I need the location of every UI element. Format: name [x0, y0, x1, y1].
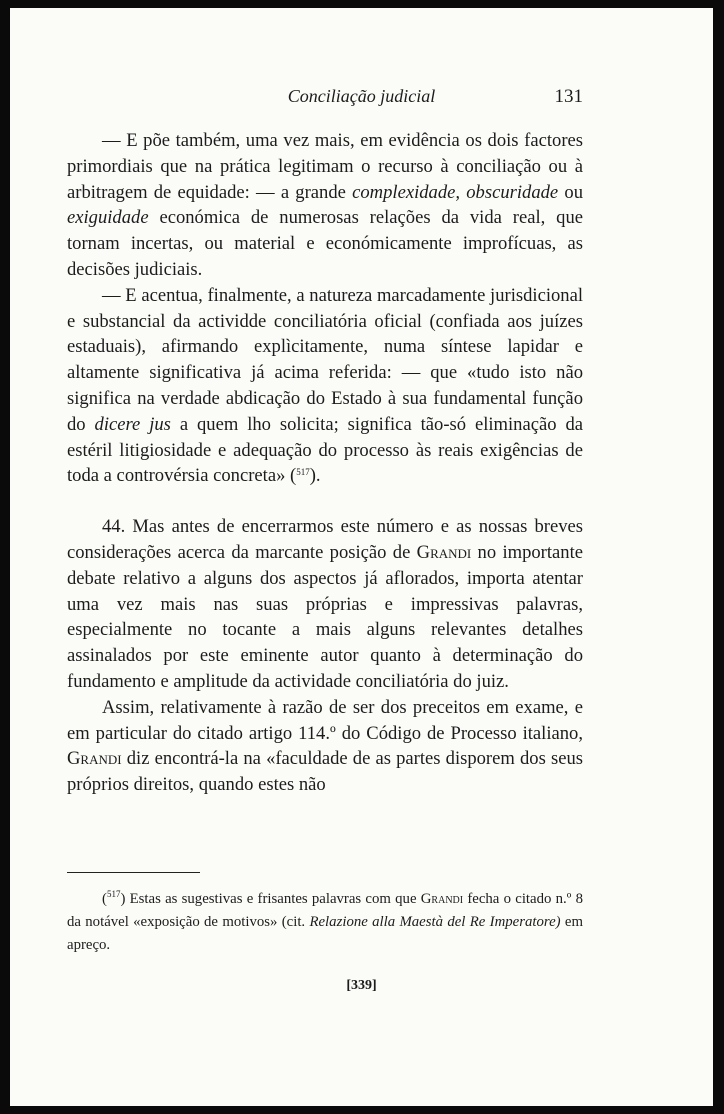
folio-number: [339] — [346, 978, 377, 993]
footnote-number: 517 — [106, 889, 121, 899]
text-run: no importante debate relativo a alguns dos aspectos já aflorados, importa atentar uma vez mais nas suas próprias e impressivas palavras, especialmente no tocante a mais alguns relevantes detalhes assinalados por este eminente autor quanto à determinação do fundamento e amplitude da actividade conciliatória do juiz. — [67, 541, 583, 692]
text-run: ). — [309, 465, 321, 487]
running-title: Conciliação judicial — [287, 86, 436, 106]
italic-run: dicere jus — [94, 413, 171, 435]
text-run: — E põe também, uma vez mais, em evidência os dois factores primordiais que na prática legitimam o recurso à conciliação ou à arbitragem de equidade: — a grande — [67, 130, 583, 203]
footnote-divider — [67, 872, 200, 873]
book-page — [10, 8, 713, 1106]
footnote-text: ($^{517}$) Estas as sugestivas e frisantes palavras com que Grandi fecha o citado n.º 8 da notável «exposição de motivos» (cit. Relazione alla Maestà del Re Imperatore) em apreço. — [67, 889, 584, 953]
page-number: 131 — [554, 86, 583, 107]
italic-run: Relazione alla Maestà del Re Imperatore) — [309, 914, 561, 930]
italic-run: complexidade, obscuridade — [352, 181, 559, 203]
text-run: em apreço. — [67, 914, 584, 953]
author-name: Grandi — [420, 891, 464, 907]
text-run: económica de numerosas relações da vida real, que tornam incertas, ou material e económicamente improfícuas, as decisões judiciais. — [67, 207, 583, 280]
author-name: Grandi — [67, 748, 122, 770]
main-text — [67, 128, 583, 798]
paragraph — [67, 695, 583, 798]
text-run: diz encontrá-la na «faculdade de as partes disporem dos seus próprios direitos, quando estes não — [67, 748, 583, 796]
text-run: fecha o citado n.º 8 da notável «exposição de motivos» (cit. — [67, 891, 583, 930]
footnote — [67, 888, 583, 957]
footnote-reference: 517 — [296, 467, 310, 478]
paragraph — [67, 514, 583, 695]
text-run: 44. Mas antes de encerrarmos este número e as nossas breves considerações acerca da marcante posição de — [67, 516, 583, 563]
running-header — [10, 86, 713, 116]
text-run: Assim, relativamente à razão de ser dos preceitos em exame, e em particular do citado artigo 114.º do Código de Processo italiano, — [67, 696, 583, 744]
text-run: ou — [558, 181, 584, 203]
paragraph — [67, 128, 583, 283]
text-run: a quem lho solicita; significa tão-só eliminação da estéril litigiosidade e adequação do processo às reais exigências de toda a controvérsia concreta» ( — [67, 413, 583, 487]
paragraph — [67, 283, 583, 489]
italic-run: exiguidade — [67, 207, 149, 229]
text-run: ) Estas as sugestivas e frisantes palavras com que — [120, 891, 421, 907]
text-run: — E acentua, finalmente, a natureza marcadamente jurisdicional e substancial da actividde conciliatória oficial (confiada aos juízes estaduais), afirmando explìcitamente, numa síntese lapidar e altamente significativa já acima referida: — que «tudo isto não significa na verdade abdicação do Estado à sua fundamental função do — [67, 284, 583, 435]
author-name: Grandi — [416, 541, 472, 563]
